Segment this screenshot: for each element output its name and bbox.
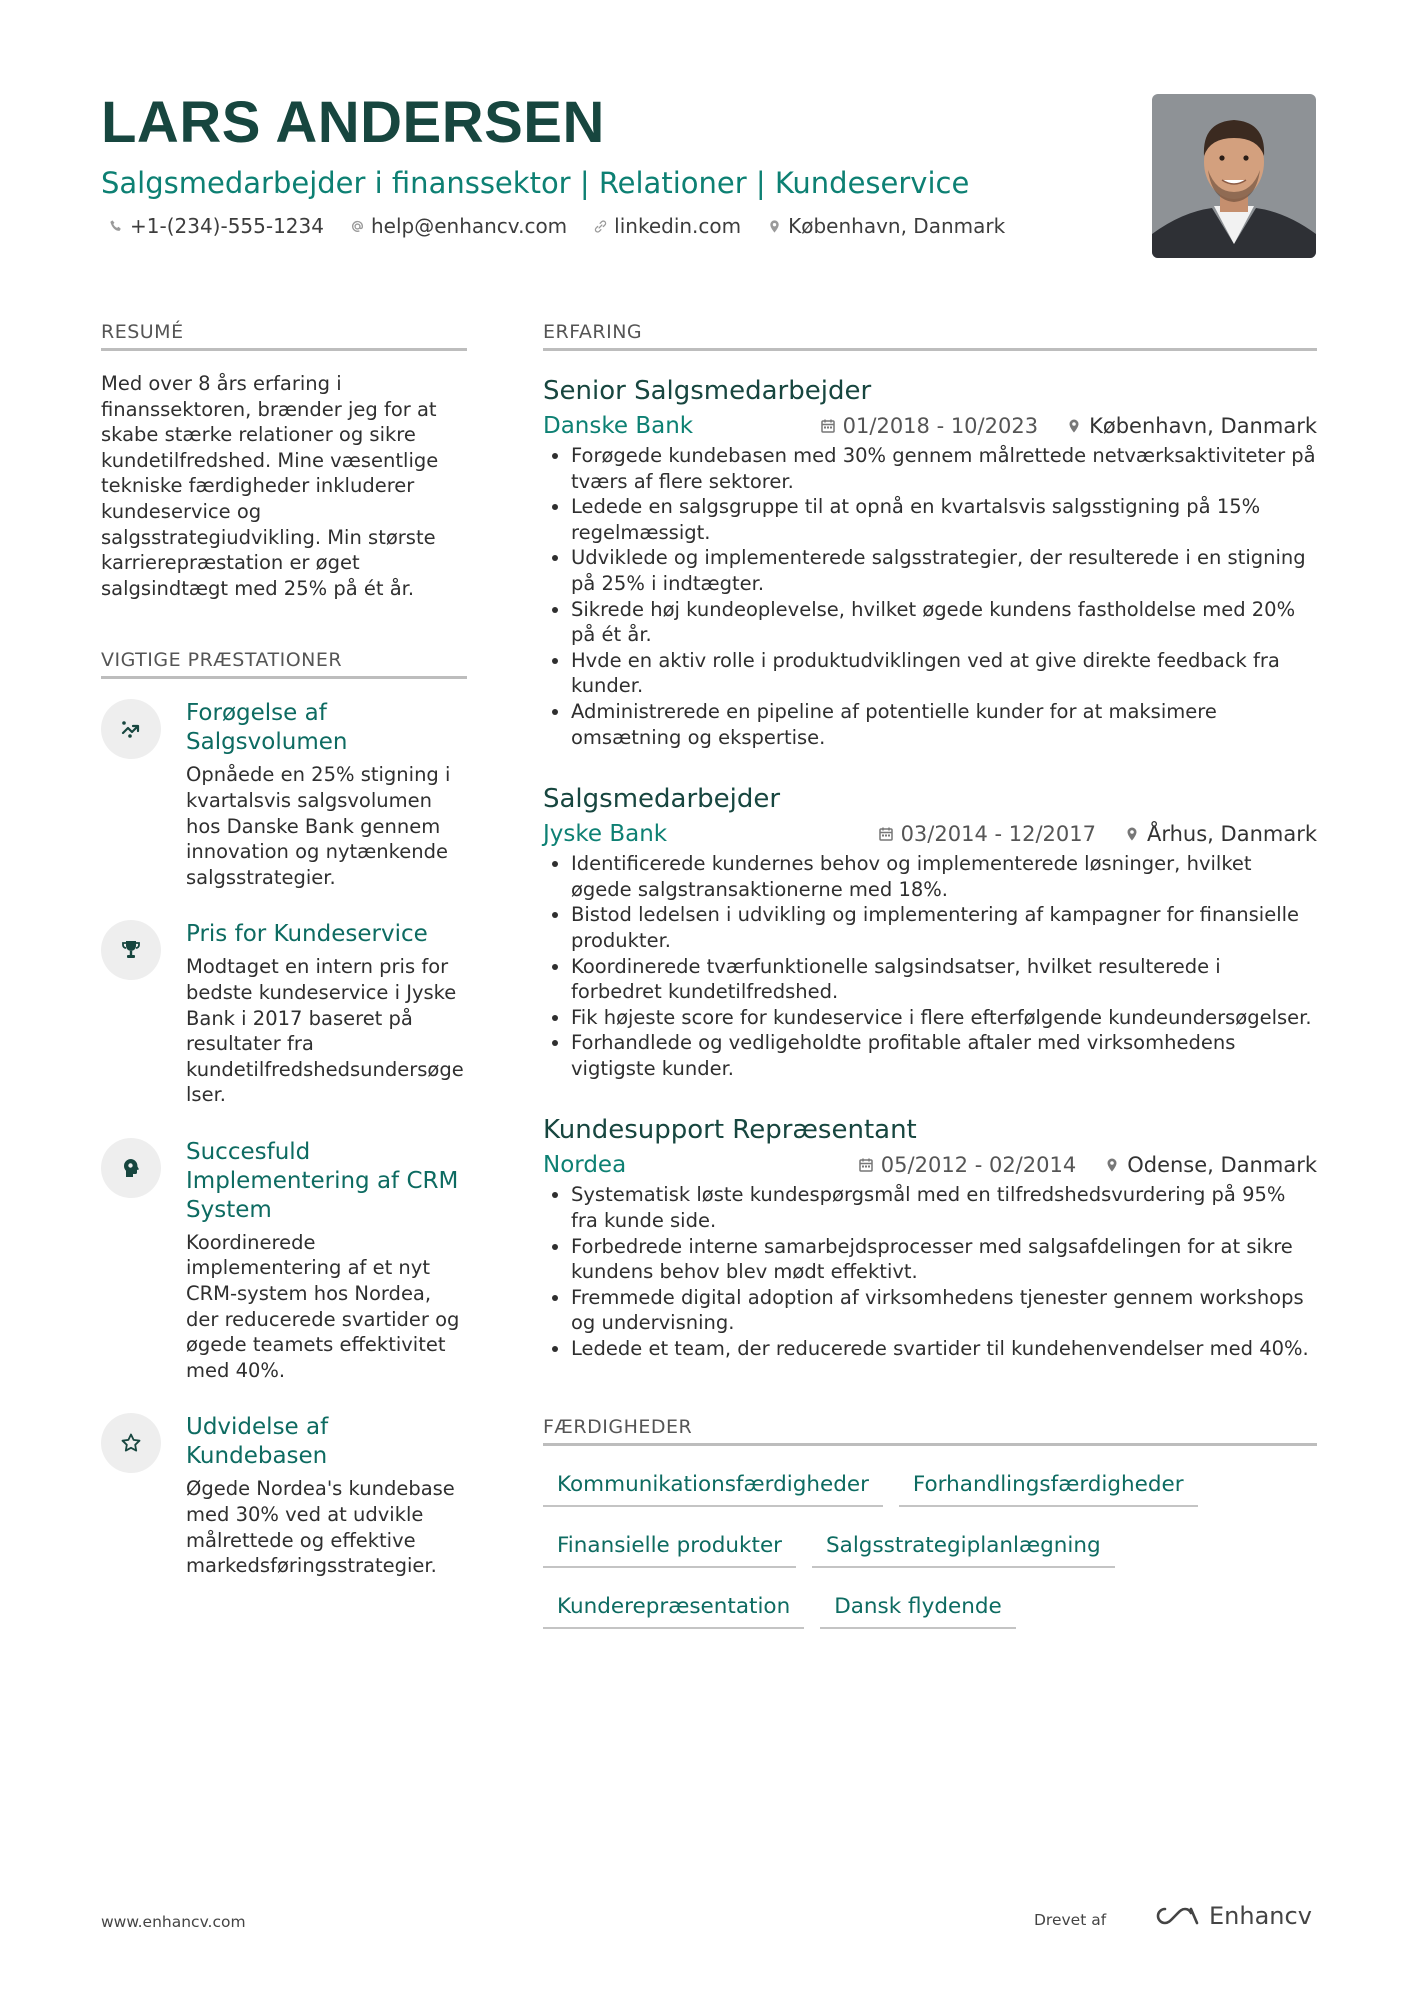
company-name: Nordea xyxy=(543,1152,627,1179)
achievement-title: Forøgelse af Salgsvolumen xyxy=(186,700,348,756)
contact-linkedin[interactable] xyxy=(593,214,741,238)
bullet-item: • Fik højeste score for kundeservice i flere efterfølgende kundeundersøgelser. xyxy=(571,1005,1317,1031)
bullet-item: • Fremmede digital adoption af virksomhedens tjenester gennem workshops og undervisning. xyxy=(571,1285,1317,1336)
achievement-desc: Modtaget en intern pris for bedste kundeservice i Jyske Bank i 2017 baseret på resultater fra kundetilfredshedsundersøge lser. xyxy=(186,955,464,1107)
bullet-item: • Koordinerede tværfunktionelle salgsindsatser, hvilket resulterede i forbedret kundetilfredshed. xyxy=(571,954,1317,1005)
job-location: Århus, Danmark xyxy=(1146,822,1317,847)
achievement-title: Succesfuld Implementering af CRM System xyxy=(186,1138,459,1223)
profile-photo xyxy=(1152,94,1316,258)
bullet-item: • Forbedrede interne samarbejdsprocesser med salgsafdelingen for at sikre kundens behov blev mødt effektivt. xyxy=(571,1234,1317,1285)
contact-linkedin-text: linkedin.com xyxy=(614,214,742,238)
phone-icon xyxy=(109,219,124,234)
at-icon xyxy=(350,219,365,234)
job-dates: 01/2018 - 10/2023 xyxy=(842,414,1039,438)
footer-powered-by: Drevet af xyxy=(1034,1911,1107,1929)
right-column xyxy=(543,321,1317,1629)
contact-location-text: København, Danmark xyxy=(788,214,1006,238)
skill-tag: Kommunikationsfærdigheder xyxy=(543,1462,883,1507)
skill-tag: Finansielle produkter xyxy=(543,1523,796,1568)
star-icon xyxy=(119,1431,143,1455)
summary-text: Med over 8 års erfaring i finanssektoren, brænder jeg for at skabe stærke relationer og sikre kundetilfredshed. Mine væsentlige tekniske færdigheder inkluderer kundeservice og salgsstrategiudvikling. Min største karrierepræstation er øget salgsindtægt med 25% på ét år. xyxy=(101,372,439,600)
achievements-heading: VIGTIGE PRÆSTATIONER xyxy=(101,649,467,679)
job-location: Odense, Danmark xyxy=(1127,1153,1317,1178)
achievement-title: Pris for Kundeservice xyxy=(186,921,428,948)
trophy-icon xyxy=(119,938,143,962)
job-location: København, Danmark xyxy=(1089,414,1317,438)
job-title: Senior Salgsmedarbejder xyxy=(543,376,872,406)
skills-heading: FÆRDIGHEDER xyxy=(543,1416,1317,1446)
footer-url[interactable]: www.enhancv.com xyxy=(101,1913,246,1931)
skill-tag: Dansk flydende xyxy=(820,1584,1016,1629)
job-bullets xyxy=(543,851,1317,1081)
job-entry xyxy=(543,375,1317,750)
achievement-item xyxy=(101,920,467,1108)
enhancv-logo-icon xyxy=(1153,1904,1199,1928)
growth-arrow-icon xyxy=(119,717,143,741)
calendar-icon xyxy=(878,826,894,842)
location-pin-icon xyxy=(1124,826,1140,842)
achievement-item xyxy=(101,1138,467,1384)
achievement-desc: Koordinerede implementering af et nyt CRM-system hos Nordea, der reducerede svartider og øgede teamets effektivitet med 40%. xyxy=(186,1230,460,1382)
contact-email[interactable] xyxy=(350,214,567,238)
bullet-item: • Forøgede kundebasen med 30% gennem målrettede netværksaktiviteter på tværs af flere sektorer. xyxy=(571,443,1317,494)
bullet-item: • Bistod ledelsen i udvikling og implementering af kampagner for finansielle produkter. xyxy=(571,902,1317,953)
achievement-item xyxy=(101,1413,467,1578)
job-entry xyxy=(543,1114,1317,1361)
skill-tag: Salgsstrategiplanlægning xyxy=(812,1523,1115,1568)
contact-bar xyxy=(101,214,1321,238)
bullet-item: • Udviklede og implementerede salgsstrategier, der resulterede i en stigning på 25% i indtægter. xyxy=(571,545,1317,596)
bullet-item: • Identificerede kundernes behov og implementerede løsninger, hvilket øgede salgstransaktionerne med 18%. xyxy=(571,851,1317,902)
job-dates: 05/2012 - 02/2014 xyxy=(880,1153,1077,1178)
bullet-item: • Forhandlede og vedligeholdte profitable aftaler med virksomhedens vigtigste kunder. xyxy=(571,1030,1317,1081)
enhancv-logo[interactable] xyxy=(1153,1902,1312,1930)
resume-header xyxy=(101,88,1321,238)
enhancv-logo-text: Enhancv xyxy=(1209,1902,1312,1930)
contact-phone[interactable] xyxy=(109,214,324,238)
head-gear-icon xyxy=(119,1156,143,1180)
contact-phone-text: +1-(234)-555-1234 xyxy=(130,214,324,238)
summary-heading: RESUMÉ xyxy=(101,321,467,351)
achievement-item xyxy=(101,699,467,890)
location-pin-icon xyxy=(1066,418,1082,434)
bullet-item: • Administrerede en pipeline af potentielle kunder for at maksimere omsætning og ekspertise. xyxy=(571,699,1317,750)
company-name: Danske Bank xyxy=(543,413,694,439)
job-title: Salgsmedarbejder xyxy=(543,784,781,815)
location-pin-icon xyxy=(767,219,782,234)
location-pin-icon xyxy=(1104,1157,1120,1173)
headline: Salgsmedarbejder i finanssektor | Relationer | Kundeservice xyxy=(101,166,970,200)
experience-heading: ERFARING xyxy=(543,321,1317,351)
bullet-item: • Ledede en salgsgruppe til at opnå en kvartalsvis salgsstigning på 15% regelmæssigt. xyxy=(571,494,1317,545)
achievement-desc: Øgede Nordea's kundebase med 30% ved at udvikle målrettede og effektive markedsføringsstrategier. xyxy=(186,1477,455,1578)
job-bullets xyxy=(543,443,1317,750)
job-bullets xyxy=(543,1182,1317,1361)
job-dates: 03/2014 - 12/2017 xyxy=(900,822,1096,847)
contact-location xyxy=(767,214,1005,238)
bullet-item: • Ledede et team, der reducerede svartider til kundehenvendelser med 40%. xyxy=(571,1336,1317,1362)
calendar-icon xyxy=(820,418,836,434)
skills-list xyxy=(543,1462,1317,1629)
candidate-name: LARS ANDERSEN xyxy=(101,90,605,155)
achievement-desc: Opnåede en 25% stigning i kvartalsvis salgsvolumen hos Danske Bank gennem innovation og nytænkende salgsstrategier. xyxy=(186,763,451,889)
job-title: Kundesupport Repræsentant xyxy=(543,1115,917,1146)
link-icon xyxy=(593,219,608,234)
skill-tag: Forhandlingsfærdigheder xyxy=(899,1462,1198,1507)
job-entry xyxy=(543,783,1317,1081)
bullet-item: • Systematisk løste kundespørgsmål med en tilfredshedsvurdering på 95% fra kunde side. xyxy=(571,1182,1317,1233)
bullet-item: • Sikrede høj kundeoplevelse, hvilket øgede kundens fastholdelse med 20% på ét år. xyxy=(571,597,1317,648)
bullet-item: • Hvde en aktiv rolle i produktudviklingen ved at give direkte feedback fra kunder. xyxy=(571,648,1317,699)
skill-tag: Kunderepræsentation xyxy=(543,1584,804,1629)
company-name: Jyske Bank xyxy=(543,821,668,848)
achievement-title: Udvidelse af Kundebasen xyxy=(186,1414,329,1470)
calendar-icon xyxy=(858,1157,874,1173)
left-column xyxy=(101,321,467,1579)
contact-email-text: help@enhancv.com xyxy=(370,214,568,238)
